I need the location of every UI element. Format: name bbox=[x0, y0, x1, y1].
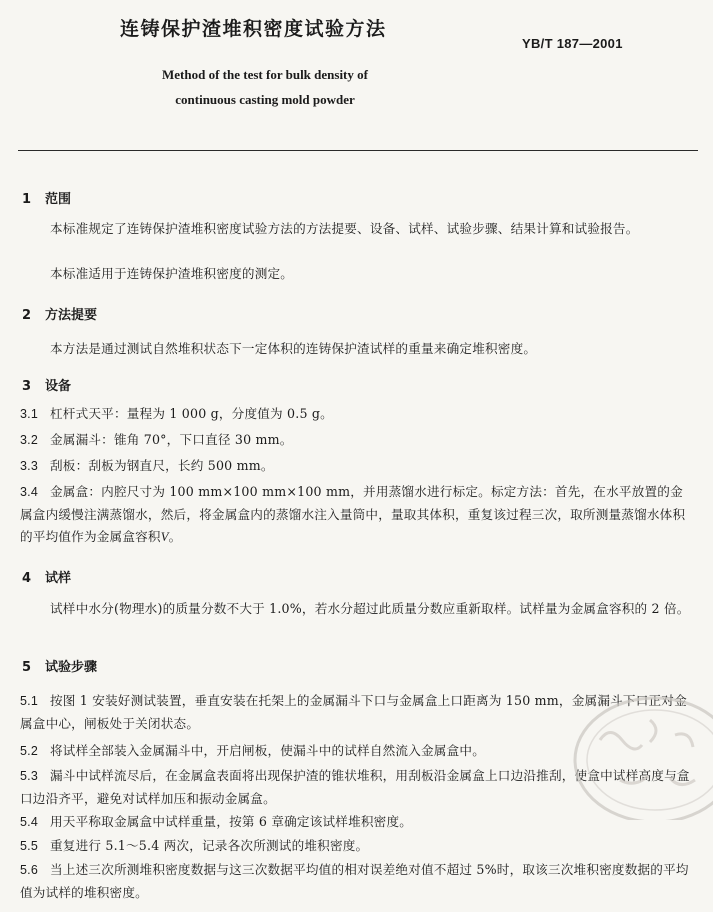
section-3-heading bbox=[22, 375, 71, 394]
clause-number: 5.1 bbox=[20, 694, 38, 708]
section-title: 设备 bbox=[45, 379, 72, 394]
clause-5-4 bbox=[20, 811, 692, 834]
clause-number: 5.6 bbox=[20, 863, 38, 877]
section-number: 5 bbox=[22, 660, 32, 675]
section-number: 3 bbox=[22, 379, 32, 394]
clause-text: 金属漏斗：锥角 70°，下口直径 30 mm。 bbox=[50, 432, 293, 447]
clause-number: 3.1 bbox=[20, 407, 38, 421]
clause-5-2 bbox=[20, 740, 692, 763]
document-title-en bbox=[120, 62, 410, 112]
clause-5-5 bbox=[20, 835, 692, 858]
section-4-heading bbox=[22, 567, 71, 586]
clause-text: 杠杆式天平：量程为 1 000 g，分度值为 0.5 g。 bbox=[50, 406, 333, 421]
section-4-paragraph-1: 试样中水分(物理水)的质量分数不大于 1.0%，若水分超过此质量分数应重新取样。试样量为金属盒容积的 2 倍。 bbox=[50, 601, 690, 616]
title-en-line-2: continuous casting mold powder bbox=[175, 92, 355, 107]
clause-3-3 bbox=[20, 455, 692, 478]
section-5-heading bbox=[22, 656, 97, 675]
clause-text: 漏斗中试样流尽后，在金属盒表面将出现保护渣的锥状堆积，用刮板沿金属盒上口边沿推刮，使盒中试样高度与盒口边沿齐平，避免对试样加压和振动金属盒。 bbox=[20, 768, 690, 806]
clause-text: 刮板：刮板为钢直尺，长约 500 mm。 bbox=[50, 458, 274, 473]
clause-5-6 bbox=[20, 859, 692, 904]
clause-number: 3.2 bbox=[20, 433, 38, 447]
header-divider bbox=[18, 150, 698, 151]
section-title: 方法提要 bbox=[45, 308, 98, 323]
clause-number: 3.4 bbox=[20, 485, 38, 499]
section-1-paragraph-2: 本标准适用于连铸保护渣堆积密度的测定。 bbox=[50, 266, 294, 281]
section-title: 范围 bbox=[45, 192, 72, 207]
section-2-heading bbox=[22, 304, 97, 323]
section-1-paragraph-1: 本标准规定了连铸保护渣堆积密度试验方法的方法提要、设备、试样、试验步骤、结果计算和试验报告。 bbox=[50, 221, 639, 236]
section-2-paragraph-1: 本方法是通过测试自然堆积状态下一定体积的连铸保护渣试样的重量来确定堆积密度。 bbox=[50, 341, 537, 356]
clause-number: 5.4 bbox=[20, 815, 38, 829]
clause-text: 金属盒：内腔尺寸为 100 mm×100 mm×100 mm，并用蒸馏水进行标定。标定方法：首先，在水平放置的金属盒内缓慢注满蒸馏水，然后，将金属盒内的蒸馏水注入量筒中，量取其体积，重复该过程三次，取所测量蒸馏水体积的平均值作为金属盒容积 bbox=[20, 484, 686, 544]
clause-number: 5.2 bbox=[20, 744, 38, 758]
volume-variable: V bbox=[160, 530, 169, 544]
clause-number: 3.3 bbox=[20, 459, 38, 473]
clause-text: 当上述三次所测堆积密度数据与这三次数据平均值的相对误差绝对值不超过 5%时，取该三次堆积密度数据的平均值为试样的堆积密度。 bbox=[20, 862, 689, 900]
document-title-cn: 连铸保护渣堆积密度试验方法 bbox=[120, 18, 387, 40]
clause-3-2 bbox=[20, 429, 692, 452]
clause-end: 。 bbox=[168, 529, 182, 544]
standard-code: YB/T 187—2001 bbox=[522, 36, 623, 51]
clause-text: 用天平称取金属盒中试样重量，按第 6 章确定该试样堆积密度。 bbox=[50, 814, 413, 829]
clause-5-3 bbox=[20, 765, 692, 810]
title-en-line-1: Method of the test for bulk density of bbox=[162, 67, 368, 82]
section-number: 1 bbox=[22, 192, 32, 207]
section-title: 试样 bbox=[45, 571, 72, 586]
section-number: 2 bbox=[22, 308, 32, 323]
clause-number: 5.5 bbox=[20, 839, 38, 853]
section-1-heading bbox=[22, 188, 71, 207]
section-title: 试验步骤 bbox=[45, 660, 98, 675]
clause-number: 5.3 bbox=[20, 769, 38, 783]
clause-text: 将试样全部装入金属漏斗中，开启闸板，使漏斗中的试样自然流入金属盒中。 bbox=[50, 743, 485, 758]
clause-3-4 bbox=[20, 481, 692, 549]
section-number: 4 bbox=[22, 571, 32, 586]
clause-text: 按图 1 安装好测试装置，垂直安装在托架上的金属漏斗下口与金属盒上口距离为 150 mm，金属漏斗下口正对金属盒中心，闸板处于关闭状态。 bbox=[20, 693, 687, 731]
clause-5-1 bbox=[20, 690, 692, 735]
clause-text: 重复进行 5.1～5.4 两次，记录各次所测试的堆积密度。 bbox=[50, 838, 369, 853]
clause-3-1 bbox=[20, 403, 692, 426]
